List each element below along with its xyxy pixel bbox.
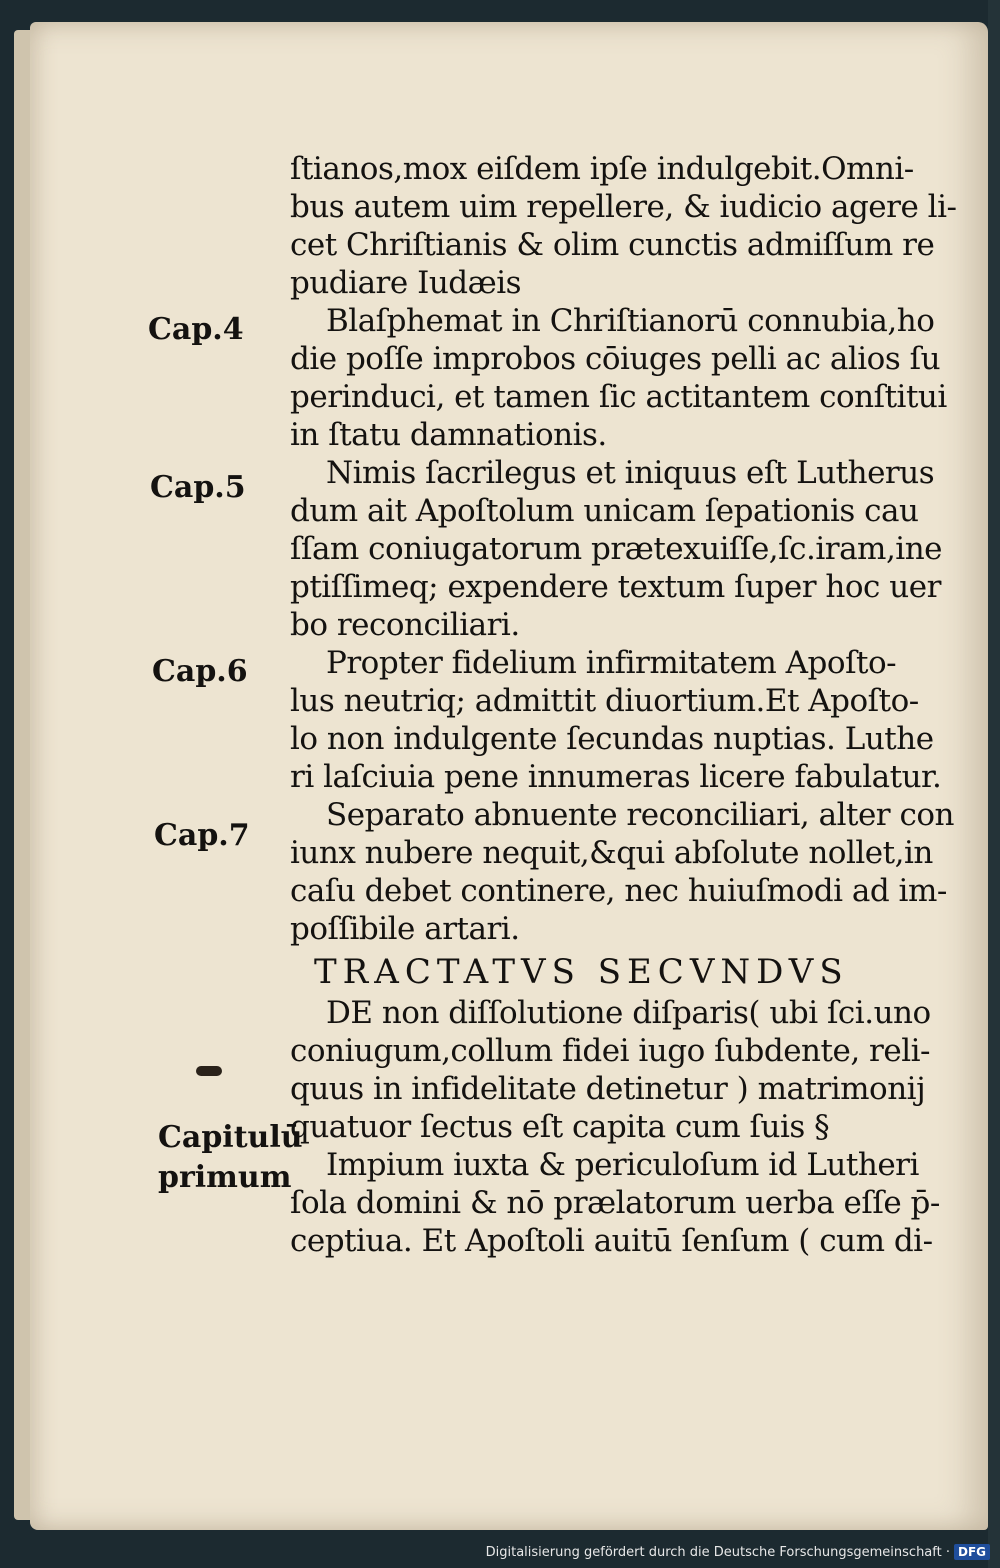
section-heading: TRACTATVS SECVNDVS: [314, 952, 849, 992]
text-line-paragraph-start: Blaſphemat in Chriſtianorū connubia,ho: [326, 303, 935, 339]
text-line: lo non indulgente ſecundas nuptias. Luthe: [290, 721, 934, 757]
margin-note-cap4: Cap.4: [148, 312, 244, 347]
footer-text: Digitalisierung gefördert durch die Deutsche Forschungsgemeinschaft ·: [485, 1544, 950, 1560]
text-line: lus neutriq; admittit diuortium.Et Apoſto-: [290, 683, 919, 719]
text-line: poſſibile artari.: [290, 911, 520, 947]
margin-note-capitulum: Capitulū: [158, 1120, 303, 1155]
ink-mark: [196, 1066, 222, 1076]
book-spine-background: [988, 0, 1000, 1568]
text-line: ri laſciuia pene innumeras licere fabulatur.: [290, 759, 942, 795]
text-line: quus in infidelitate detinetur ) matrimonij: [290, 1071, 926, 1107]
text-line: bus autem uim repellere, & iudicio agere li-: [290, 189, 957, 225]
margin-note-cap7: Cap.7: [154, 818, 250, 853]
text-line-paragraph-start: DE non diſſolutione diſparis( ubi ſci.uno: [326, 995, 931, 1031]
margin-note-cap6: Cap.6: [152, 654, 248, 689]
footer-credit: [486, 1540, 990, 1564]
text-line: ptiſſimeq; expendere textum ſuper hoc uer: [290, 569, 941, 605]
text-line: caſu debet continere, nec huiuſmodi ad im-: [290, 873, 947, 909]
margin-note-primum: primum: [158, 1160, 292, 1195]
text-line: ſola domini & nō prælatorum uerba eſſe p̄-: [290, 1185, 940, 1221]
text-line: die poſſe improbos cōiuges pelli ac alios ſu: [290, 341, 941, 377]
text-line: cet Chriſtianis & olim cunctis admiſſum re: [290, 227, 935, 263]
text-line-paragraph-start: Nimis ſacrilegus et iniquus eſt Lutherus: [326, 455, 935, 491]
margin-note-cap5: Cap.5: [150, 470, 246, 505]
text-line-paragraph-start: Separato abnuente reconciliari, alter con: [326, 797, 954, 833]
text-line-paragraph-start: Propter fidelium infirmitatem Apoſto-: [326, 645, 897, 681]
text-line: pudiare Iudæis: [290, 265, 522, 301]
text-line: ſſam coniugatorum prætexuiſſe,ſc.iram,ine: [290, 531, 943, 567]
text-line: ceptiua. Et Apoſtoli auitū ſenſum ( cum di-: [290, 1223, 933, 1259]
text-line: perinduci, et tamen ſic actitantem conſtitui: [290, 379, 947, 415]
text-line: ſtianos,mox eiſdem ipſe indulgebit.Omni-: [290, 151, 914, 187]
text-line: coniugum,collum fidei iugo ſubdente, reli-: [290, 1033, 931, 1069]
text-line: bo reconciliari.: [290, 607, 520, 643]
dfg-logo: DFG: [954, 1544, 990, 1560]
text-line: in ſtatu damnationis.: [290, 417, 607, 453]
text-line: iunx nubere nequit,&qui abſolute nollet,in: [290, 835, 933, 871]
text-line-paragraph-start: Impium iuxta & periculoſum id Lutheri: [326, 1147, 919, 1183]
main-text-block: [290, 150, 957, 1260]
text-line: quatuor ſectus eſt capita cum ſuis §: [290, 1109, 830, 1145]
text-line: dum ait Apoſtolum unicam ſepationis cau: [290, 493, 919, 529]
